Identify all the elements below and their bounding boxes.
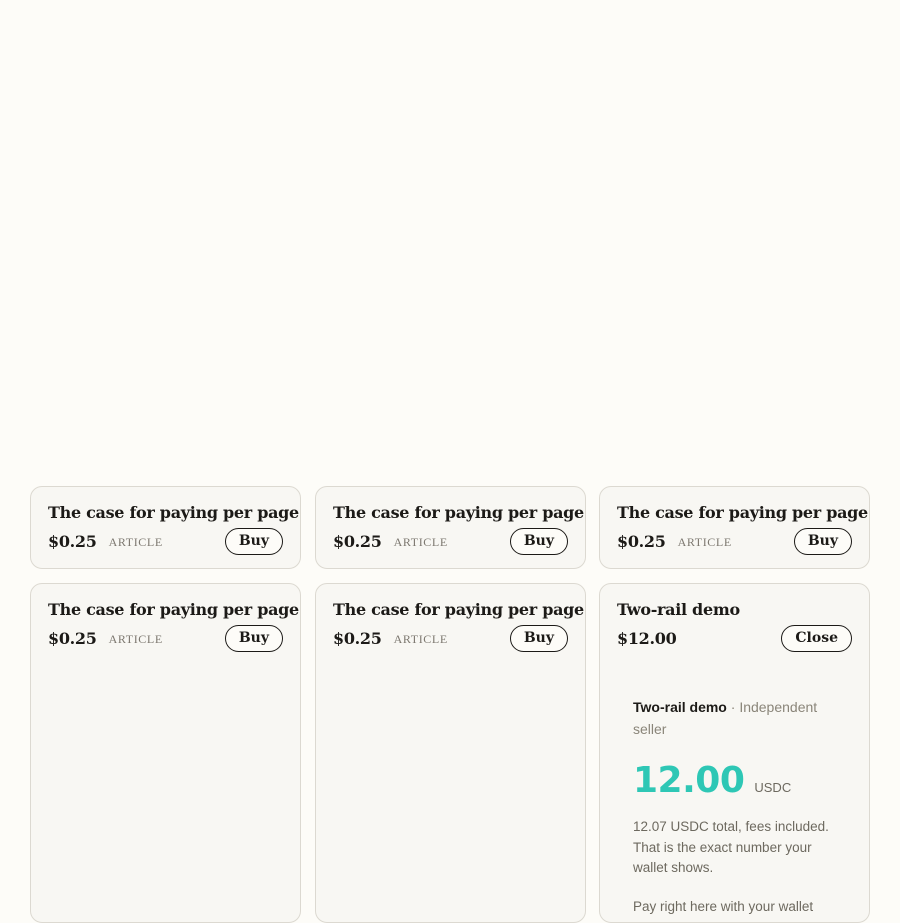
product-title: The case for paying per page <box>617 503 868 522</box>
buy-button[interactable]: Buy <box>225 528 283 555</box>
product-kind: ARTICLE <box>677 534 732 549</box>
product-title: The case for paying per page <box>333 503 584 522</box>
product-meta <box>48 623 283 653</box>
fee-note: 12.07 USDC total, fees included. That is the exact number your wallet shows. <box>633 819 829 875</box>
product-kind: ARTICLE <box>108 631 163 646</box>
payment-amount: 12.00 <box>633 760 745 801</box>
seller-separator: · <box>730 699 736 715</box>
product-kind: ARTICLE <box>393 631 448 646</box>
payment-panel <box>617 696 852 917</box>
pay-instructions: Pay right here with your wallet <box>633 898 814 914</box>
product-card <box>30 486 301 569</box>
buy-button[interactable]: Buy <box>225 625 283 652</box>
product-title: The case for paying per page <box>333 600 584 619</box>
product-meta <box>617 623 852 653</box>
close-button[interactable]: Close <box>781 625 852 652</box>
product-card <box>315 583 586 923</box>
product-meta <box>333 623 568 653</box>
product-price: $0.25 <box>333 531 382 551</box>
buy-button[interactable]: Buy <box>510 528 568 555</box>
seller-name: Two-rail demo <box>633 699 727 715</box>
product-title: The case for paying per page <box>48 600 299 619</box>
open-product-card <box>599 583 870 923</box>
product-price: $0.25 <box>48 531 97 551</box>
product-title: The case for paying per page <box>48 503 299 522</box>
amount-row <box>633 760 834 801</box>
product-price: $0.25 <box>48 628 97 648</box>
product-meta <box>333 526 568 556</box>
product-title: Two-rail demo <box>617 600 740 619</box>
product-price: $0.25 <box>617 531 666 551</box>
product-meta <box>48 526 283 556</box>
product-price: $12.00 <box>617 628 677 648</box>
product-card <box>599 486 870 569</box>
buy-button[interactable]: Buy <box>794 528 852 555</box>
buy-button[interactable]: Buy <box>510 625 568 652</box>
payment-currency: USDC <box>754 780 792 795</box>
product-price: $0.25 <box>333 628 382 648</box>
seller-line <box>633 696 834 740</box>
product-kind: ARTICLE <box>108 534 163 549</box>
product-kind: ARTICLE <box>393 534 448 549</box>
product-meta <box>617 526 852 556</box>
product-card <box>30 583 301 923</box>
seller-type: Independent seller <box>633 699 818 737</box>
product-card <box>315 486 586 569</box>
